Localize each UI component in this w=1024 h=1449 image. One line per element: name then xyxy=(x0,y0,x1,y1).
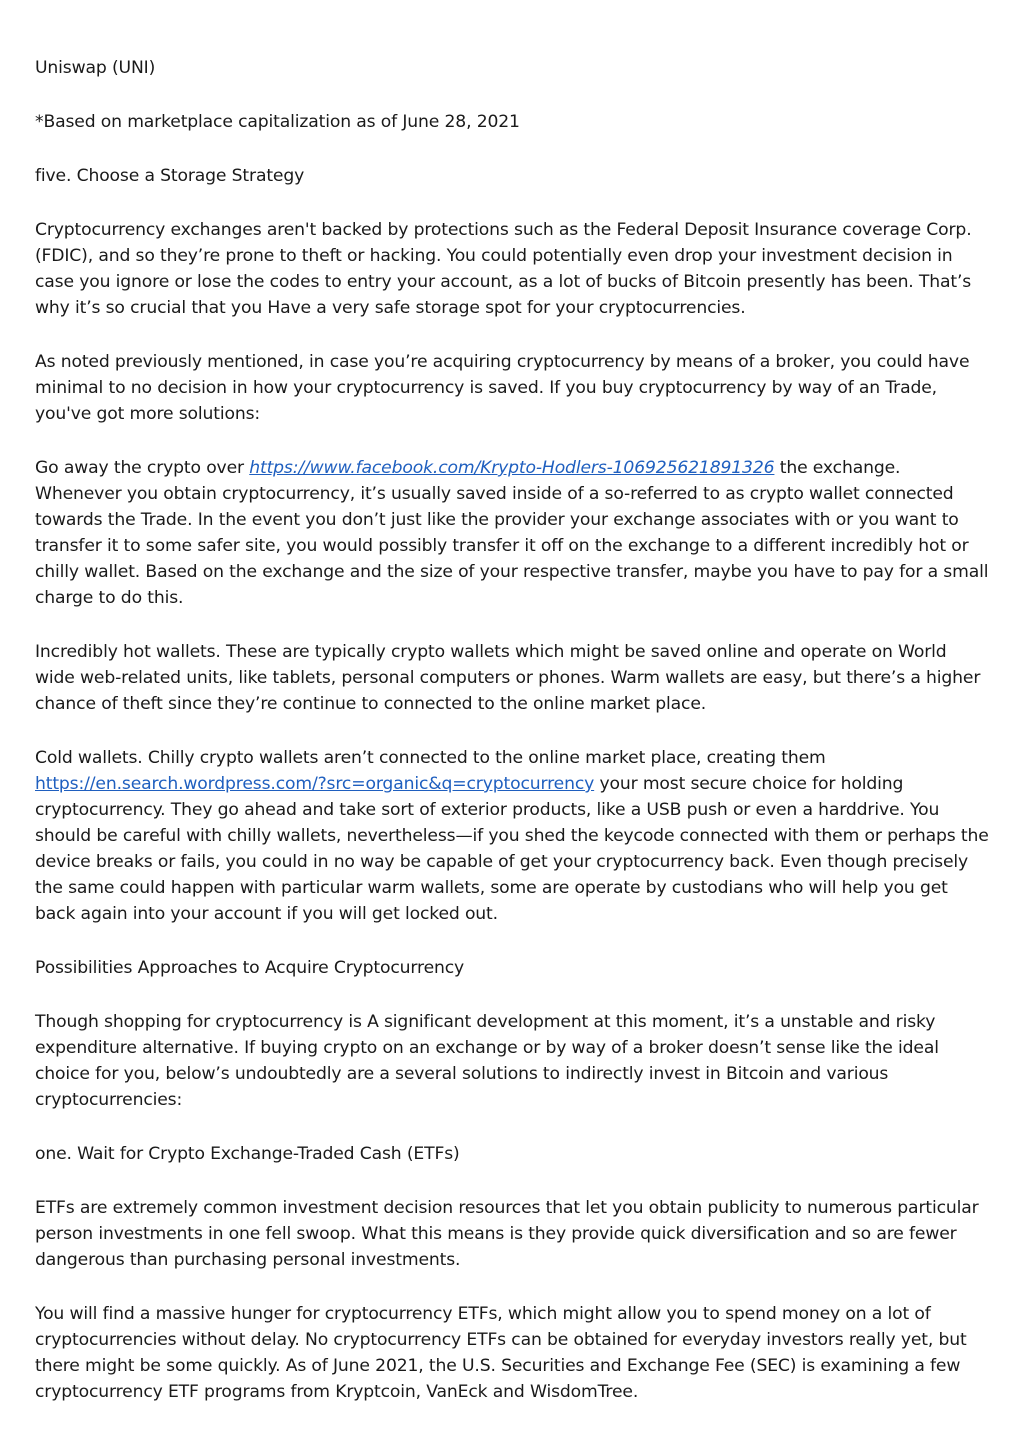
paragraph-volatile-investment: Though shopping for cryptocurrency is A significant development at this moment, it’s a unstable and risky expenditure alternative. If buying crypto on an exchange or by way of a broker doesn’t sense like the ideal choice for you, below’s undoubtedly are a several solutions to indirectly invest in Bitcoin and various cryptocurrencies: xyxy=(35,1012,939,1110)
paragraph-text: the exchange. Whenever you obtain cryptocurrency, it’s usually saved inside of a so-referred to as crypto wallet connected towards the Trade. In the event you don’t just like the provider your exchange associates with or you want to transfer it to some safer site, you would possibly transfer it off on the exchange to a different incredibly hot or chilly wallet. Based on the exchange and the size of your respective transfer, maybe you have to pay for a small charge to do this. xyxy=(35,458,989,608)
facebook-link[interactable]: https://www.facebook.com/Krypto-Hodlers-106925621891326 xyxy=(249,458,775,478)
paragraph-etf-description: ETFs are extremely common investment decision resources that let you obtain publicity to numerous particular person investments in one fell swoop. What this means is they provide quick diversification and so are fewer dangerous than purchasing personal investments. xyxy=(35,1198,979,1270)
paragraph-hot-wallets: Incredibly hot wallets. These are typically crypto wallets which might be saved online and operate on World wide web-related units, like tablets, personal computers or phones. Warm wallets are easy, but there’s a higher chance of theft since they’re continue to connected to the online market place. xyxy=(35,642,981,714)
paragraph-footnote: *Based on marketplace capitalization as of June 28, 2021 xyxy=(35,112,520,132)
heading-alternative-approaches: Possibilities Approaches to Acquire Cryptocurrency xyxy=(35,958,465,978)
paragraph-cold-wallets xyxy=(35,745,990,927)
document-body xyxy=(35,55,990,1433)
wordpress-search-link[interactable]: https://en.search.wordpress.com/?src=organic&q=cryptocurrency xyxy=(35,774,595,794)
paragraph-text: Go away the crypto over xyxy=(35,458,250,478)
paragraph-text: your most secure choice for holding cryptocurrency. They go ahead and take sort of exterior products, like a USB push or even a harddrive. You should be careful with chilly wallets, nevertheless—if you shed the keycode connected with them or perhaps the device breaks or fails, you could in no way be capable of get your cryptocurrency back. Even though precisely the same could happen with particular warm wallets, some are operate by custodians who will help you get back again into your account if you will get locked out. xyxy=(35,774,989,924)
heading-crypto-etfs: one. Wait for Crypto Exchange-Traded Cash (ETFs) xyxy=(35,1144,460,1164)
paragraph-text: Cold wallets. Chilly crypto wallets aren’t connected to the online market place, creating them xyxy=(35,748,826,768)
heading-storage-strategy: five. Choose a Storage Strategy xyxy=(35,166,305,186)
paragraph-uniswap: Uniswap (UNI) xyxy=(35,58,156,78)
paragraph-etf-demand: You will find a massive hunger for cryptocurrency ETFs, which might allow you to spend money on a lot of cryptocurrencies without delay. No cryptocurrency ETFs can be obtained for everyday investors really yet, but there might be some quickly. As of June 2021, the U.S. Securities and Exchange Fee (SEC) is examining a few cryptocurrency ETF programs from Kryptcoin, VanEck and WisdomTree. xyxy=(35,1304,967,1402)
paragraph-broker-storage: As noted previously mentioned, in case you’re acquiring cryptocurrency by means of a broker, you could have minimal to no decision in how your cryptocurrency is saved. If you buy cryptocurrency by way of an Trade, you've got more solutions: xyxy=(35,352,970,424)
paragraph-exchanges-risk: Cryptocurrency exchanges aren't backed by protections such as the Federal Deposit Insurance coverage Corp. (FDIC), and so they’re prone to theft or hacking. You could potentially even drop your investment decision in case you ignore or lose the codes to entry your account, as a lot of bucks of Bitcoin presently has been. That’s why it’s so crucial that you Have a very safe storage spot for your cryptocurrencies. xyxy=(35,220,972,318)
paragraph-leave-on-exchange xyxy=(35,455,990,611)
